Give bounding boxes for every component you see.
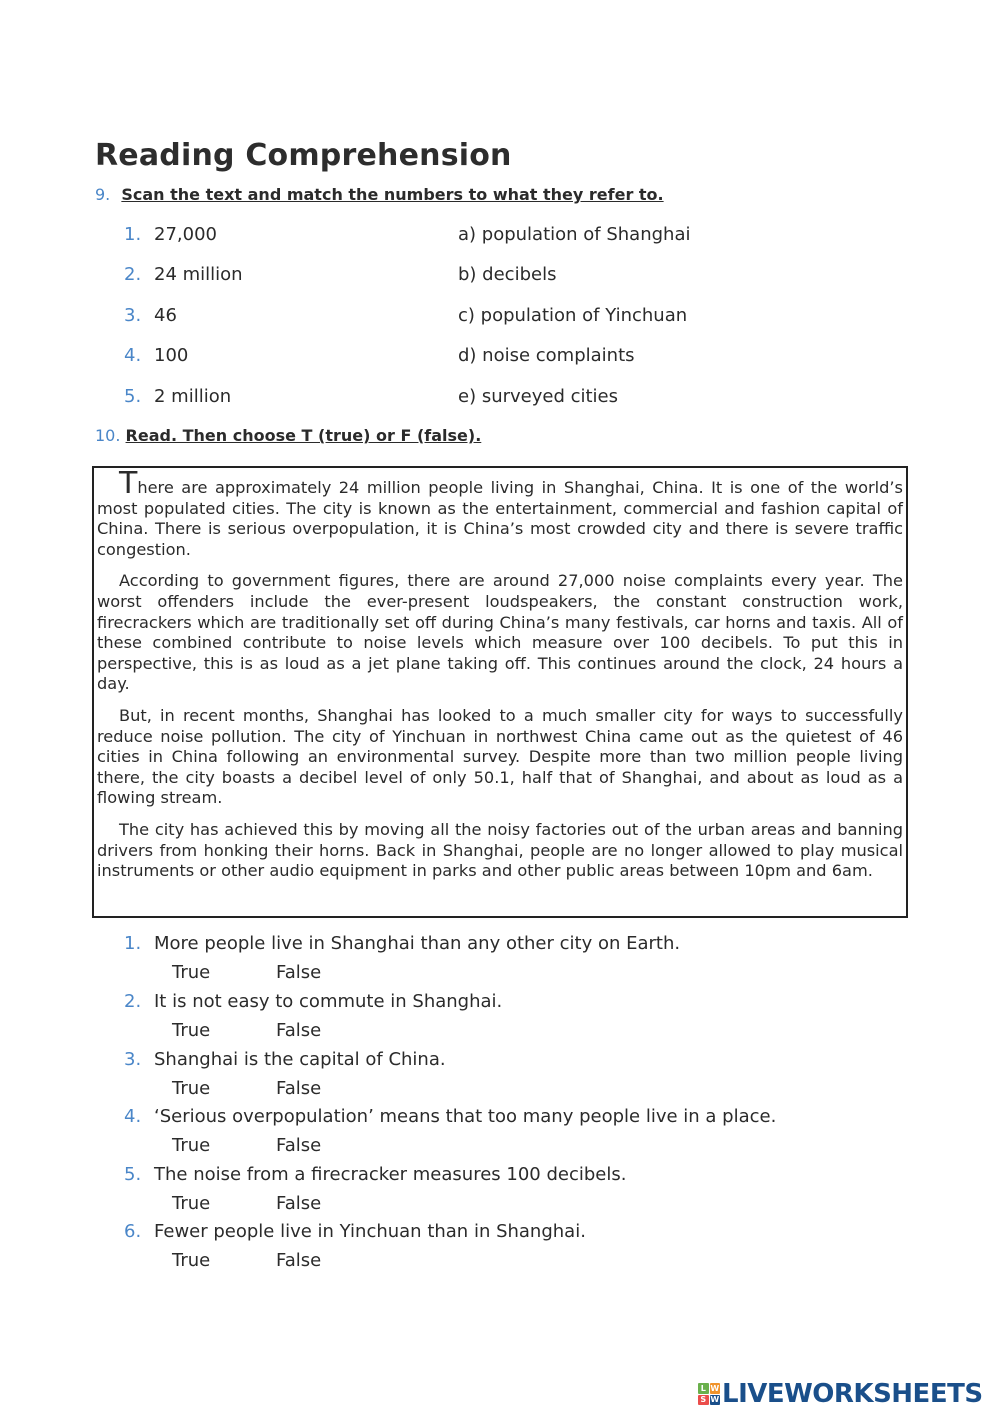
true-option[interactable]: True bbox=[172, 1250, 211, 1271]
question-9-header bbox=[95, 185, 664, 204]
match-value: 24 million bbox=[154, 264, 243, 285]
tf-question-number: 5. bbox=[124, 1164, 142, 1185]
question-10-instruction: Read. Then choose T (true) or F (false). bbox=[125, 426, 482, 445]
true-option[interactable]: True bbox=[172, 1020, 211, 1041]
match-value: 27,000 bbox=[154, 224, 217, 245]
match-value: 100 bbox=[154, 345, 189, 366]
passage-paragraph-3: But, in recent months, Shanghai has looked to a much smaller city for ways to successfully reduce noise pollution. The city of Yinchuan in northwest China came out as the quietest of 46 cities in China following an environmental survey. Despite more than two million people living there, the city boasts a decibel level of only 50.1, half that of Shanghai, and about as loud as a flowing stream. bbox=[97, 705, 903, 808]
false-option[interactable]: False bbox=[276, 1193, 322, 1214]
tf-question-number: 6. bbox=[124, 1221, 142, 1242]
reading-passage bbox=[92, 466, 908, 918]
tf-question-text: ‘Serious overpopulation’ means that too many people live in a place. bbox=[154, 1106, 777, 1127]
logo-mark-icon bbox=[698, 1383, 720, 1405]
match-row bbox=[0, 264, 1000, 290]
tf-question-text: It is not easy to commute in Shanghai. bbox=[154, 991, 503, 1012]
match-number: 5. bbox=[124, 386, 142, 407]
tf-question-number: 2. bbox=[124, 991, 142, 1012]
question-9-instruction: Scan the text and match the numbers to what they refer to. bbox=[121, 185, 664, 204]
passage-paragraph-2: According to government figures, there are around 27,000 noise complaints every year. The worst offenders include the ever-present loudspeakers, the constant construction work, firecrackers which are traditionally set off during China’s many festivals, car horns and taxis. All of these combined contribute to noise levels which measure over 100 decibels. To put this in perspective, this is as loud as a jet plane taking off. This continues around the clock, 24 hours a day. bbox=[97, 571, 903, 694]
tf-question-text: Fewer people live in Yinchuan than in Shanghai. bbox=[154, 1221, 586, 1242]
match-row bbox=[0, 386, 1000, 412]
true-option[interactable]: True bbox=[172, 962, 211, 983]
match-description: a) population of Shanghai bbox=[458, 224, 691, 245]
question-9-number: 9. bbox=[95, 185, 111, 204]
tf-question-number: 3. bbox=[124, 1049, 142, 1070]
match-number: 2. bbox=[124, 264, 142, 285]
false-option[interactable]: False bbox=[276, 1135, 322, 1156]
match-description: c) population of Yinchuan bbox=[458, 305, 688, 326]
match-description: e) surveyed cities bbox=[458, 386, 619, 407]
logo-mark-cell: L bbox=[698, 1383, 709, 1394]
false-option[interactable]: False bbox=[276, 1020, 322, 1041]
question-10-number: 10. bbox=[95, 426, 121, 445]
tf-question-text: Shanghai is the capital of China. bbox=[154, 1049, 446, 1070]
false-option[interactable]: False bbox=[276, 1250, 322, 1271]
true-option[interactable]: True bbox=[172, 1135, 211, 1156]
tf-question-text: More people live in Shanghai than any other city on Earth. bbox=[154, 933, 681, 954]
tf-question-number: 1. bbox=[124, 933, 142, 954]
match-row bbox=[0, 305, 1000, 331]
match-number: 4. bbox=[124, 345, 142, 366]
match-value: 2 million bbox=[154, 386, 232, 407]
paragraph-text: here are approximately 24 million people living in Shanghai, China. It is one of the world’s most populated cities. The city is known as the entertainment, commercial and fashion capital of China. There is serious overpopulation, it is China’s most crowded city and there is severe traffic congestion. bbox=[97, 478, 903, 559]
tf-question-text: The noise from a firecracker measures 100 decibels. bbox=[154, 1164, 627, 1185]
logo-text: LIVEWORKSHEETS bbox=[722, 1379, 983, 1409]
drop-cap: T bbox=[119, 466, 138, 501]
passage-paragraph-1 bbox=[97, 466, 903, 560]
liveworksheets-logo bbox=[698, 1379, 983, 1409]
passage-paragraph-4: The city has achieved this by moving all the noisy factories out of the urban areas and banning drivers from honking their horns. Back in Shanghai, people are no longer allowed to play musical instruments or other audio equipment in parks and other public areas between 10pm and 6am. bbox=[97, 819, 903, 881]
false-option[interactable]: False bbox=[276, 1078, 322, 1099]
false-option[interactable]: False bbox=[276, 962, 322, 983]
logo-mark-cell: W bbox=[710, 1395, 720, 1405]
match-description: d) noise complaints bbox=[458, 345, 635, 366]
true-option[interactable]: True bbox=[172, 1193, 211, 1214]
true-option[interactable]: True bbox=[172, 1078, 211, 1099]
logo-mark-cell: S bbox=[698, 1395, 709, 1406]
tf-question-number: 4. bbox=[124, 1106, 142, 1127]
match-description: b) decibels bbox=[458, 264, 557, 285]
match-row bbox=[0, 345, 1000, 371]
match-number: 3. bbox=[124, 305, 142, 326]
question-10-header bbox=[95, 426, 481, 445]
match-number: 1. bbox=[124, 224, 142, 245]
match-row bbox=[0, 224, 1000, 250]
page-title: Reading Comprehension bbox=[95, 138, 512, 173]
match-value: 46 bbox=[154, 305, 177, 326]
logo-mark-cell: W bbox=[710, 1383, 720, 1393]
